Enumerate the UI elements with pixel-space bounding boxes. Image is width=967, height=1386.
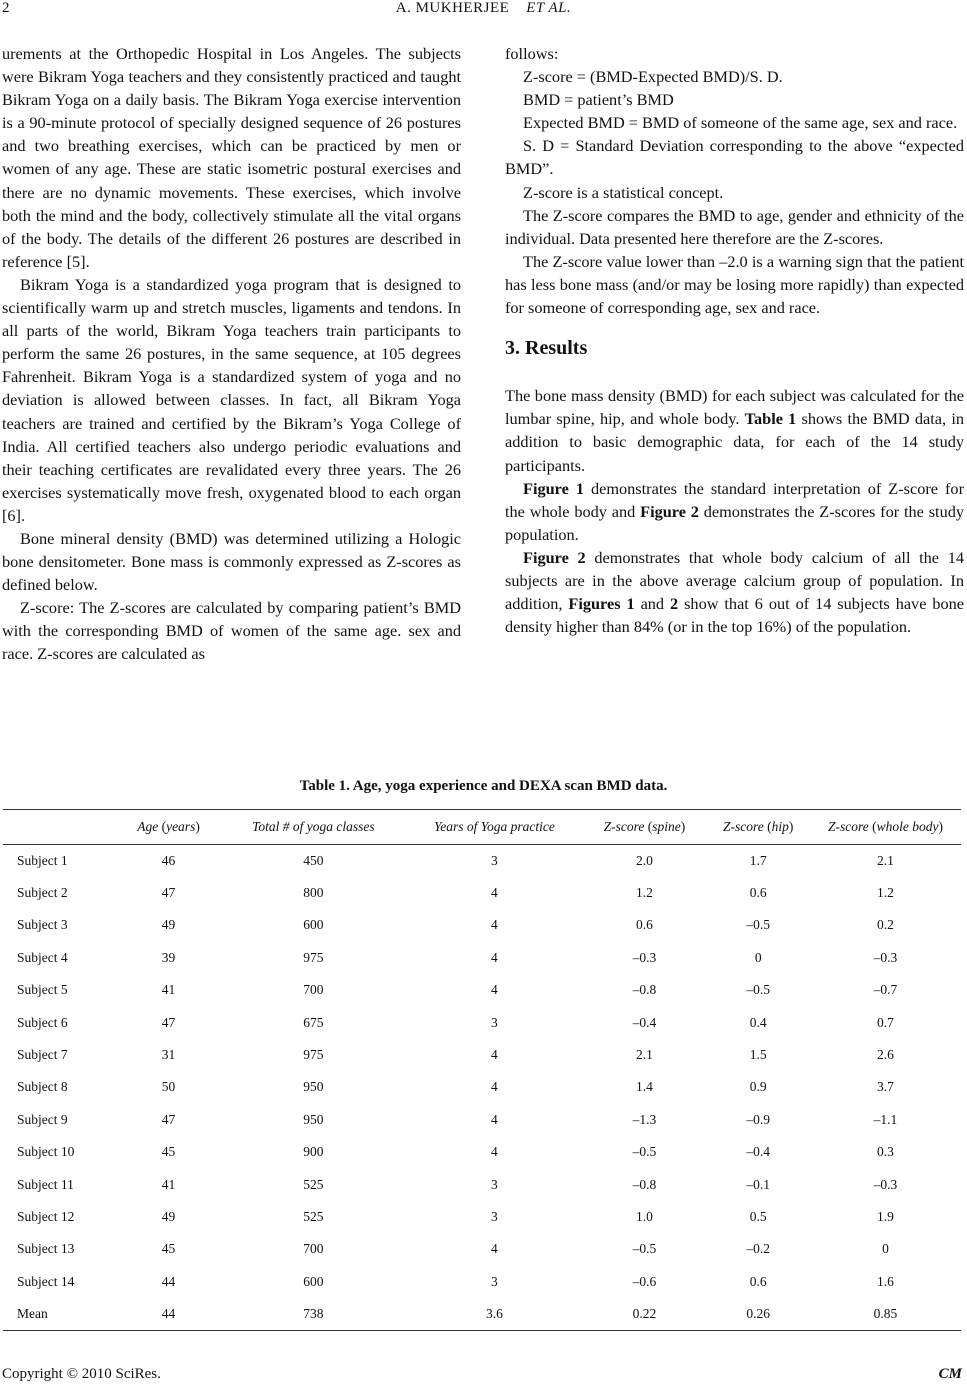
text-run: demonstrates the standard interpretation of Z-score for the whole body and (505, 478, 964, 521)
left-paragraph-2: Bikram Yoga is a standardized yoga program that is designed to scientifically warm up and stretch muscles, ligaments and tendons. In all parts of the world, Bikram Yoga teachers train participants to perform the same 26 postures, in the same sequence, at 105 degrees Fahrenheit. Bikram Yoga is a standardized system of yoga and no deviation is allowed between classes. In fact, all Bikram Yoga teachers are trained and certified by the Bikram’s Yoga College of India. All certified teachers also undergo periodic evaluations and their teaching certificates are revalidated every three years. The 26 exercises systematically move fresh, oxygenated blood to each organ [6]. (2, 274, 461, 525)
journal-abbrev: CM (938, 1366, 962, 1382)
header-unit: spine (652, 819, 681, 834)
table-row (3, 1266, 961, 1298)
table-cell: 46 (161, 852, 176, 868)
figure-ref: Figure 1 (523, 478, 584, 498)
table-header (3, 810, 961, 845)
figure-ref: Figures 1 (568, 594, 635, 614)
table-body (3, 845, 961, 1331)
right-paragraph-11 (505, 546, 964, 638)
header-cell: Z-score (whole body) (810, 810, 961, 845)
table-row (3, 845, 961, 877)
data-table (3, 809, 961, 1331)
table-cell: 50 (161, 1079, 176, 1095)
table-cell: 49 (161, 917, 176, 933)
header-text: Total # of yoga classes (252, 819, 375, 834)
table-cell: –0.9 (746, 1111, 770, 1127)
header-cell-empty (3, 810, 117, 845)
table-cell: 45 (161, 1144, 176, 1160)
table-cell: 0.2 (877, 917, 894, 933)
table-cell: –1.1 (873, 1111, 898, 1127)
table-cell: 1.4 (635, 1079, 653, 1095)
table-cell: 525 (303, 1176, 324, 1192)
table-cell: –0.8 (632, 1176, 657, 1192)
table-cell: 1.7 (749, 852, 767, 868)
running-head-authors: A. MUKHERJEE (395, 0, 510, 16)
table-cell: 2.6 (877, 1047, 894, 1063)
table-cell: 975 (303, 1047, 324, 1063)
header-cell: Z-score (spine) (582, 810, 706, 845)
table-cell: 950 (303, 1111, 324, 1127)
text-run: show that 6 out of 14 subjects have bone density higher than 84% (or in the top 16%) of the population. (505, 594, 965, 637)
table-cell: 0.26 (706, 1298, 809, 1330)
table-cell: 0.6 (749, 1273, 767, 1289)
right-paragraph-5: S. D = Standard Deviation corresponding to the above “expected BMD”. (505, 136, 964, 179)
table-cell: –0.4 (746, 1144, 770, 1160)
row-label-cell: Subject 14 (17, 1273, 75, 1289)
text-run: shows the BMD data, in addition to basic demographic data, for each of the 14 study participants. (505, 409, 964, 475)
table-cell: 3 (491, 1273, 498, 1289)
table-row (3, 974, 961, 1006)
table-cell: 2.1 (877, 852, 894, 868)
table-cell: 4 (491, 917, 498, 933)
table-cell: –0.5 (746, 982, 770, 998)
section-heading-results: 3. Results (505, 337, 588, 360)
row-label-cell: Subject 7 (17, 1047, 68, 1063)
table-cell: 49 (161, 1208, 176, 1224)
table-cell: 0.5 (749, 1208, 767, 1224)
page-number: 2 (2, 0, 10, 16)
row-label-cell: Subject 5 (17, 982, 68, 998)
table-row (3, 877, 961, 909)
table-cell: 44 (161, 1273, 176, 1289)
running-head-et-al: ET AL. (526, 0, 572, 16)
table-cell: –0.3 (873, 1176, 898, 1192)
row-label-cell: Subject 11 (17, 1176, 74, 1192)
row-label-cell: Subject 9 (17, 1111, 68, 1127)
header-text: Z-score (723, 819, 764, 834)
table-cell: 4 (491, 1241, 498, 1257)
table-cell: 47 (161, 885, 176, 901)
right-paragraph-1: follows: (505, 44, 559, 63)
table-cell: 1.2 (635, 885, 653, 901)
row-label-cell: Subject 13 (17, 1241, 75, 1257)
row-label-cell: Subject 8 (17, 1079, 68, 1095)
table-cell: 950 (303, 1079, 324, 1095)
table-cell: 3 (491, 1208, 498, 1224)
header-cell (406, 810, 582, 845)
table-cell: 3 (491, 1014, 498, 1030)
table-cell: 4 (491, 1144, 498, 1160)
table-cell: 1.9 (877, 1208, 894, 1224)
table-cell: 700 (303, 1241, 324, 1257)
right-paragraph-9 (505, 384, 964, 476)
table-cell: 1.5 (749, 1047, 767, 1063)
right-paragraph-7: The Z-score compares the BMD to age, gender and ethnicity of the individual. Data presented here therefore are the Z-scores. (505, 205, 964, 248)
table-cell: –0.3 (632, 949, 657, 965)
copyright-text: Copyright © 2010 SciRes. (2, 1366, 161, 1382)
left-paragraph-1: urements at the Orthopedic Hospital in Los Angeles. The subjects were Bikram Yoga teachers and they consistently practiced and taught Bikram Yoga on a daily basis. The Bikram Yoga exercise intervention is a 90-minute protocol of specially designed sequence of 26 postures and two breathing exercises, which can be practiced by men or women of any age. These are static isometric postural exercises and there are no dynamic movements. These exercises, which involve both the mind and the body, collectively stimulate all the vital organs of the body. The details of the different 26 postures are described in reference [5]. (2, 44, 461, 271)
table-cell: 3 (491, 1176, 498, 1192)
table-cell: 600 (303, 917, 324, 933)
table-caption: Table 1. Age, yoga experience and DEXA scan BMD data. (299, 778, 668, 794)
table-cell: 1.2 (877, 885, 894, 901)
table-cell: 0.85 (810, 1298, 961, 1330)
table-ref: Table 1 (744, 409, 797, 429)
table-cell: –0.5 (632, 1144, 657, 1160)
header-text: Z-score (603, 819, 645, 834)
table-cell: –0.1 (746, 1176, 770, 1192)
header-unit: years (166, 819, 196, 834)
text-run: demonstrates the Z-scores for the study population. (505, 501, 964, 544)
header-unit: hip (771, 819, 789, 834)
table-cell: 39 (161, 949, 176, 965)
header-cell: Z-score (hip) (706, 810, 809, 845)
table-row (3, 1039, 961, 1071)
table-cell: 4 (491, 1047, 498, 1063)
table-row (3, 1104, 961, 1136)
row-label-cell: Subject 1 (17, 852, 68, 868)
table-cell: 0.6 (635, 917, 653, 933)
header-cell: Age (years) (117, 810, 220, 845)
table-row (3, 1233, 961, 1265)
table-cell: 4 (491, 1079, 498, 1095)
table-row (3, 1201, 961, 1233)
table-row (3, 1071, 961, 1103)
left-column (2, 42, 461, 666)
table-cell: 1.0 (635, 1208, 653, 1224)
table-cell: –0.5 (632, 1241, 657, 1257)
table-cell: 738 (220, 1298, 406, 1330)
figure-ref: Figure 2 (640, 501, 699, 521)
right-column (505, 42, 964, 638)
table-row (3, 1168, 961, 1200)
table-cell: 47 (161, 1014, 176, 1030)
table-cell: 0.4 (749, 1014, 767, 1030)
table-cell: 900 (303, 1144, 324, 1160)
table-cell: 525 (303, 1208, 324, 1224)
table-cell: 44 (117, 1298, 220, 1330)
table-cell: 3 (491, 852, 498, 868)
table-row (3, 1006, 961, 1038)
table-cell: –1.3 (632, 1111, 657, 1127)
row-label-cell: Subject 3 (17, 917, 68, 933)
table-cell: 600 (303, 1273, 324, 1289)
figure-ref: 2 (670, 594, 679, 614)
table-cell: 4 (491, 982, 498, 998)
table-cell: 45 (161, 1241, 176, 1257)
table-cell: 975 (303, 949, 324, 965)
mean-row (3, 1298, 961, 1330)
table-cell: 2.0 (635, 852, 653, 868)
table-cell: 0.3 (877, 1144, 894, 1160)
table-cell: 31 (161, 1047, 176, 1063)
table-cell: –0.7 (873, 982, 898, 998)
table-cell: –0.8 (632, 982, 657, 998)
text-run: and (634, 594, 671, 614)
row-label-cell: Subject 2 (17, 885, 68, 901)
table-cell: 800 (303, 885, 324, 901)
running-head (0, 0, 967, 17)
table-row (3, 942, 961, 974)
row-label-cell: Subject 4 (17, 949, 68, 965)
table-cell: –0.4 (632, 1014, 657, 1030)
table-cell: –0.6 (632, 1273, 657, 1289)
header-text: Z-score (827, 819, 869, 834)
page-header (0, 0, 967, 22)
page-footer (2, 1366, 962, 1383)
left-paragraph-3: Bone mineral density (BMD) was determined utilizing a Hologic bone densitometer. Bone mass is commonly expressed as Z-scores as defined below. (2, 528, 461, 595)
row-label-cell: Subject 6 (17, 1014, 68, 1030)
row-label-cell: Mean (3, 1298, 117, 1330)
table-cell: 0 (882, 1241, 889, 1257)
table-cell: 1.6 (877, 1273, 894, 1289)
right-paragraph-8: The Z-score value lower than –2.0 is a warning sign that the patient has less bone mass (and/or may be losing more rapidly) than expected for someone of corresponding age, sex and race. (505, 251, 964, 318)
row-label-cell: Subject 10 (17, 1144, 75, 1160)
table-cell: 0.6 (749, 885, 767, 901)
table-cell: –0.2 (746, 1241, 770, 1257)
text-run: demonstrates that whole body calcium of all the 14 subjects are in the above average calcium group of population. In addition, (505, 547, 964, 614)
table-cell: 4 (491, 949, 498, 965)
figure-ref: Figure 2 (523, 547, 586, 567)
header-cell (220, 810, 406, 845)
table-header-row (3, 810, 961, 845)
table-row (3, 1136, 961, 1168)
table-cell: 41 (161, 1176, 176, 1192)
right-paragraph-10 (505, 477, 964, 546)
table-cell: 4 (491, 885, 498, 901)
header-text: Years of Yoga practice (433, 819, 555, 834)
right-paragraph-2: Z-score = (BMD-Expected BMD)/S. D. (523, 67, 783, 87)
header-text: Age (137, 819, 159, 834)
table-cell: 0.9 (749, 1079, 767, 1095)
table-cell: 41 (161, 982, 176, 998)
table-cell: 47 (161, 1111, 176, 1127)
table-cell: 675 (303, 1014, 324, 1030)
row-label-cell: Subject 12 (17, 1208, 75, 1224)
table-cell: 450 (303, 852, 324, 868)
table-cell: 700 (303, 982, 324, 998)
table-cell: –0.5 (746, 917, 770, 933)
left-paragraph-4: Z-score: The Z-scores are calculated by comparing patient’s BMD with the corresponding BMD of women of the same age. sex and race. Z-scores are calculated as (2, 598, 461, 664)
table-cell: 0.7 (877, 1014, 894, 1030)
right-paragraph-3: BMD = patient’s BMD (523, 90, 674, 110)
table-cell: 0 (754, 949, 762, 965)
table-cell: 4 (491, 1111, 498, 1127)
text-run: The bone mass density (BMD) for each subject was calculated for the lumbar spine, hip, and whole body. (505, 386, 964, 429)
table-row (3, 909, 961, 941)
table-cell: –0.3 (873, 949, 898, 965)
right-paragraph-6: Z-score is a statistical concept. (523, 182, 724, 202)
table-cell: 2.1 (635, 1047, 653, 1063)
table-cell: 3.7 (877, 1079, 894, 1095)
header-unit: whole body (876, 819, 939, 834)
table-cell: 0.22 (582, 1298, 706, 1330)
table-cell: 3.6 (406, 1298, 582, 1330)
right-paragraph-4: Expected BMD = BMD of someone of the same age, sex and race. (523, 113, 958, 133)
